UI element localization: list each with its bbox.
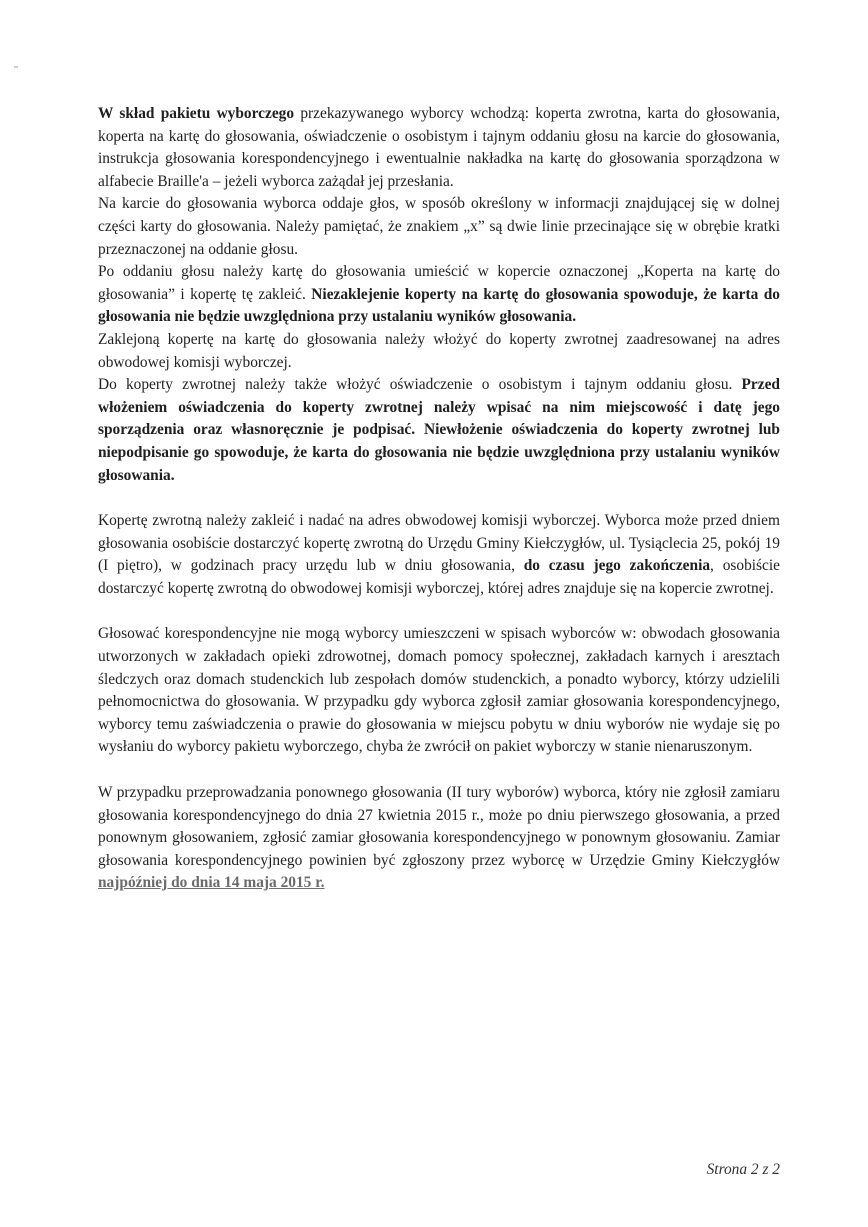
paragraph-spacer: [98, 600, 780, 623]
text-regular: W przypadku przeprowadzania ponownego głosowania (II tury wyborów) wyborca, który nie zgłosił zamiaru głosowania korespondencyjnego do dnia 27 kwietnia 2015 r., może po dniu pierwszego głosowania, a przed ponownym głosowaniem, zgłosić zamiar głosowania korespondencyjnego w ponownym głosowaniu. Zamiar głosowania korespondencyjnego powinien być zgłoszony przez wyborcę w Urzędzie Gminy Kiełczygłów: [98, 784, 780, 869]
text-bold: W skład pakietu wyborczego: [98, 105, 295, 122]
paragraph-package-contents: [98, 103, 780, 193]
text-regular: Na karcie do głosowania wyborca oddaje głos, w sposób określony w informacji znajdującej się w dolnej części karty do głosowania. Należy pamiętać, że znakiem „x” są dwie linie przecinające się w obrębie kratki przeznaczonej na oddanie głosu.: [98, 195, 780, 258]
paragraph-spacer: [98, 759, 780, 782]
paragraph-exclusions: [98, 623, 780, 759]
paragraph-voting-method: [98, 193, 780, 261]
text-regular: Głosować korespondencyjne nie mogą wyborcy umieszczeni w spisach wyborców w: obwodach głosowania utworzonych w zakładach opieki zdrowotnej, domach pomocy społecznej, zakładach karnych i aresztach śledczych oraz domach studenckich lub zespołach domów studenckich, a ponadto wyborcy, którzy udzielili pełnomocnictwa do głosowania. W przypadku gdy wyborca zgłosił zamiar głosowania korespondencyjnego, wyborcy temu zaświadczenia o prawie do głosowania w miejscu pobytu w dniu wyborów nie wydaje się po wysłaniu do wyborcy pakietu wyborczego, chyba że zwrócił on pakiet wyborczy w stanie nienaruszonym.: [98, 625, 780, 756]
paragraph-return-envelope: [98, 329, 780, 374]
text-regular: Kopertę zwrotną należy zakleić i nadać na adres obwodowej komisji wyborczej. Wyborca może przed dniem głosowania osobiście dostarczyć kopertę zwrotną do Urzędu Gminy Kiełczygłów, ul. Tysiąclecia 25, pokój 19 (I piętro), w godzinach pracy urzędu lub w dniu głosowania,: [98, 512, 780, 575]
text-regular: Zaklejoną kopertę na kartę do głosowania należy włożyć do koperty zwrotnej zaadresowanej na adres obwodowej komisji wyborczej.: [98, 330, 780, 371]
paragraph-sealing-envelope: [98, 261, 780, 329]
text-bold: Przed włożeniem oświadczenia do koperty zwrotnej należy wpisać na nim miejscowość i datę jego sporządzenia oraz własnoręcznie je podpisać. Niewłożenie oświadczenia do koperty zwrotnej lub niepodpisanie go spowoduje, że karta do głosowania nie będzie uwzględniona przy ustalaniu wyników głosowania.: [98, 376, 780, 484]
text-bold: Niezaklejenie koperty na kartę do głosowania spowoduje, że karta do głosowania nie będzie uwzględniona przy ustalaniu wyników głosowania.: [98, 285, 781, 326]
paragraph-delivery: [98, 510, 780, 600]
document-body: [98, 103, 780, 895]
text-regular: Do koperty zwrotnej należy także włożyć oświadczenie o osobistym i tajnym oddaniu głosu.: [98, 376, 742, 394]
deadline-text: najpóźniej do dnia 14 maja 2015 r.: [98, 874, 325, 892]
text-bold: do czasu jego zakończenia: [523, 557, 711, 575]
paragraph-statement: [98, 374, 780, 487]
text-regular: , osobiście dostarczyć kopertę zwrotną do obwodowej komisji wyborczej, której adres znajduje się na kopercie zwrotnej.: [98, 557, 780, 597]
scan-speck: [14, 66, 18, 68]
page-number: Strona 2 z 2: [706, 1161, 780, 1178]
text-regular: Po oddaniu głosu należy kartę do głosowania umieścić w kopercie oznaczonej „Koperta na kartę do głosowania” i kopertę tę zakleić.: [98, 263, 780, 303]
text-regular: przekazywanego wyborcy wchodzą: koperta zwrotna, karta do głosowania, koperta na kartę do głosowania, oświadczenie o osobistym i tajnym oddaniu głosu na karcie do głosowania, instrukcja głosowania korespondencyjnego i ewentualnie nakładka na kartę do głosowania sporządzona w alfabecie Braille'a – jeżeli wyborca zażądał jej przesłania.: [98, 105, 781, 190]
paragraph-second-round: [98, 782, 780, 895]
paragraph-spacer: [98, 487, 780, 510]
